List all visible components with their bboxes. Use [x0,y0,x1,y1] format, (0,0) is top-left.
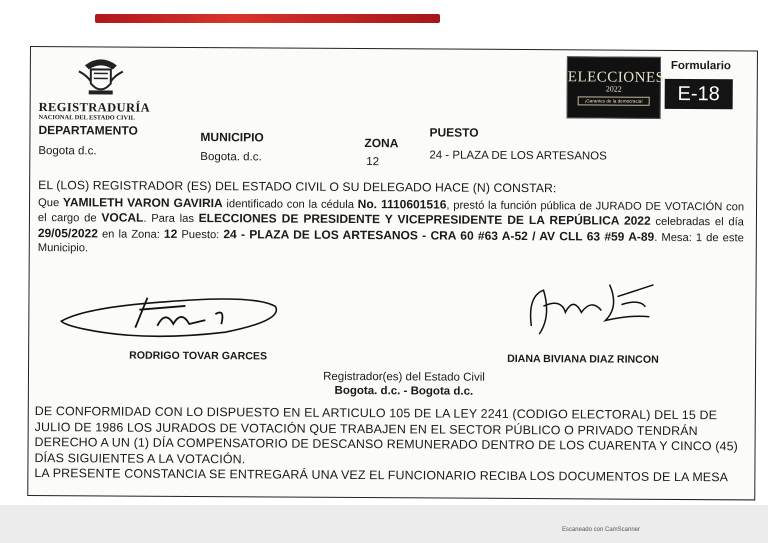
signature-right-icon [521,276,661,339]
puesto-value: 24 - PLAZA DE LOS ARTESANOS [429,149,607,163]
cedula-number: No. 1110601516 [357,197,447,212]
constar-line: EL (LOS) REGISTRADOR (ES) DEL ESTADO CIVIL O SU DELEGADO HACE (N) CONSTAR: [38,178,557,196]
registraduria-logo [39,55,159,122]
body-text-3: , prestó la función pública de JURADO DE VOTACIÓN con el cargo de [37,199,745,225]
body-text-6: en la Zona: [101,228,160,241]
elecciones-year: 2022 [605,84,622,94]
coat-of-arms-icon [77,55,125,97]
body-text-4: . Para las [143,213,194,226]
scan-background [0,505,768,543]
jurado-name: YAMILETH VARON GAVIRIA [62,195,223,211]
body-text-5: celebradas el día [655,216,744,229]
puesto-label: PUESTO [429,125,479,140]
torn-red-strip [95,14,440,23]
cargo-value: VOCAL [101,210,144,226]
logo-subtitle: NACIONAL DEL ESTADO CIVIL [38,114,135,122]
body-text-2: identificado con la cédula [226,198,354,211]
form-e18-card [27,46,758,500]
departamento-value: Bogota d.c. [38,145,97,158]
formulario-label: Formulario [670,59,731,73]
body-puesto: 24 - PLAZA DE LOS ARTESANOS - CRA 60 #63 A-52 / AV CLL 63 #59 A-89 [223,226,655,244]
body-text-7: Puesto: [181,228,220,241]
municipio-label: MUNICIPIO [200,130,264,145]
municipio-value: Bogota. d.c. [200,151,262,164]
logo-title: REGISTRADURÍA [38,100,151,115]
zona-label: ZONA [364,136,399,151]
registrador-block [304,370,504,399]
registrador-label: Registrador(es) del Estado Civil [323,370,485,384]
elecciones-word: ELECCIONES [567,69,665,86]
body-text-8: . Mesa: 1 de este Municipio. [37,231,744,255]
eleccion-fecha: 29/05/2022 [37,225,98,241]
form-code-badge: E-18 [665,79,733,109]
body-text-1: Que [38,197,60,210]
eleccion-name: ELECCIONES DE PRESIDENTE Y VICEPRESIDENTE DE LA REPÚBLICA 2022 [198,211,651,229]
registrador-city: Bogota. d.c. - Bogota d.c. [334,384,474,398]
signer-left-name: RODRIGO TOVAR GARCES [129,349,268,363]
signer-right-name: DIANA BIVIANA DIAZ RINCON [507,352,659,366]
scanner-watermark: Escaneado con CamScanner [561,527,640,533]
departamento-label: DEPARTAMENTO [38,123,138,138]
body-zona: 12 [163,226,178,241]
zona-value: 12 [366,156,380,169]
legal-last-line: LA PRESENTE CONSTANCIA SE ENTREGARÁ UNA VEZ EL FUNCIONARIO RECIBA LOS DOCUMENTOS DE LA MESA [34,466,729,485]
certificate-body [38,195,744,260]
elecciones-2022-logo [567,56,665,119]
signature-left-icon [55,279,285,342]
elecciones-slogan: ¡Garantes de la democracia! [578,96,650,105]
legal-paragraph: DE CONFORMIDAD CON LO DISPUESTO EN EL ARTICULO 105 DE LA LEY 2241 (CODIGO ELECTORAL) DEL 15 DE JULIO DE 1986 LOS JURADOS DE VOTACIÓN QUE TRABAJEN EN EL SECTOR PÚBLICO O PRIVADO TENDRÁN DERECHO A UN (1) DÍA COMPENSATORIO DE DESCANSO REMUNERADO DENTRO DE LOS CUARENTA Y CINCO (45) DÍAS SIGUIENTES A LA VOTACIÓN. [34,404,738,467]
legal-notice [34,404,748,486]
